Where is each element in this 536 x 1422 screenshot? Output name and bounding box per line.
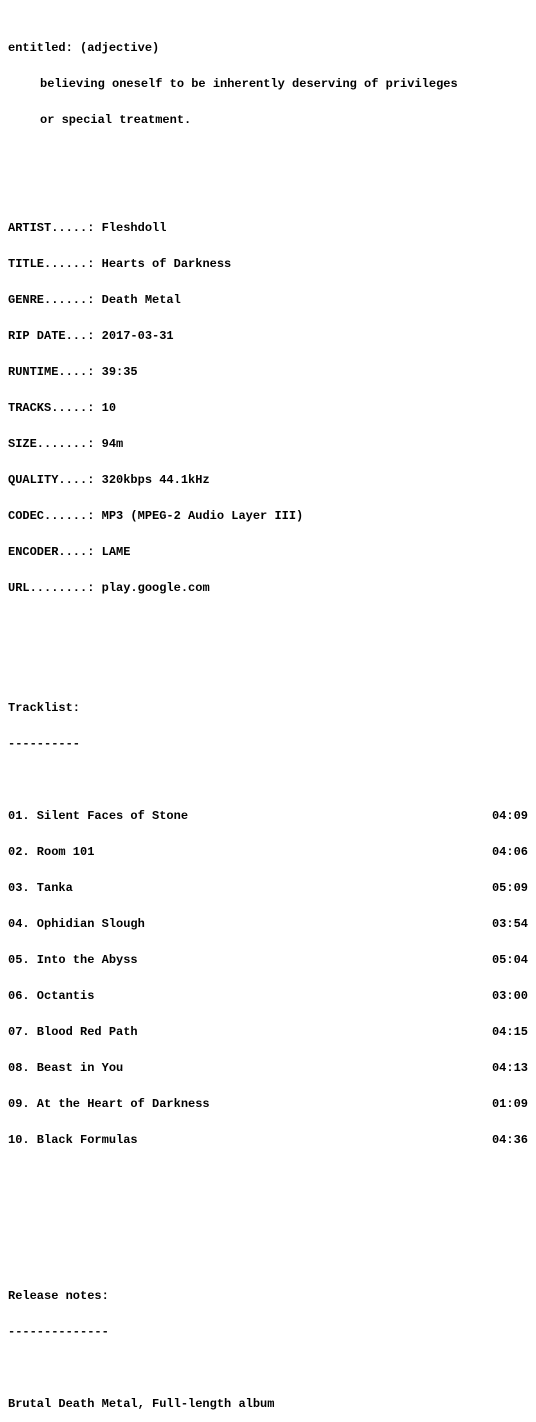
- info-key: SIZE.......:: [8, 437, 102, 451]
- release-notes-underline: --------------: [8, 1325, 109, 1339]
- info-title: [8, 258, 528, 270]
- release-notes-text: Brutal Death Metal, Full-length album: [8, 1397, 275, 1411]
- tracklist: [8, 786, 528, 1170]
- info-key: QUALITY....:: [8, 473, 102, 487]
- track-duration: 04:09: [491, 809, 528, 823]
- track-label: 01. Silent Faces of Stone: [8, 809, 189, 823]
- spacer: [8, 150, 528, 162]
- info-value: MP3 (MPEG-2 Audio Layer III): [101, 509, 304, 523]
- tracklist-underline: ----------: [8, 737, 81, 751]
- info-key: GENRE......:: [8, 293, 102, 307]
- track-row: [8, 1026, 528, 1038]
- info-value: play.google.com: [101, 581, 210, 595]
- info-artist: [8, 222, 528, 234]
- info-key: ARTIST.....:: [8, 221, 102, 235]
- track-row: [8, 918, 528, 930]
- track-duration: 04:06: [491, 845, 528, 859]
- info-key: RIP DATE...:: [8, 329, 102, 343]
- track-label: 06. Octantis: [8, 989, 95, 1003]
- track-duration: 04:13: [491, 1061, 528, 1075]
- tracklist-heading: Tracklist:: [8, 701, 81, 715]
- info-codec: [8, 510, 528, 522]
- info-quality: [8, 474, 528, 486]
- track-row: [8, 846, 528, 858]
- info-key: TITLE......:: [8, 257, 102, 271]
- nfo-document: [8, 18, 528, 1422]
- info-key: RUNTIME....:: [8, 365, 102, 379]
- track-row: [8, 954, 528, 966]
- spacer: [8, 1242, 528, 1254]
- track-row: [8, 810, 528, 822]
- info-url: [8, 582, 528, 594]
- definition-text-line-1: believing oneself to be inherently deserving of privileges: [40, 77, 458, 91]
- track-label: 07. Blood Red Path: [8, 1025, 138, 1039]
- track-label: 03. Tanka: [8, 881, 73, 895]
- info-runtime: [8, 366, 528, 378]
- track-duration: 01:09: [491, 1097, 528, 1111]
- track-duration: 03:54: [491, 917, 528, 931]
- release-notes-heading: Release notes:: [8, 1289, 109, 1303]
- track-label: 04. Ophidian Slough: [8, 917, 145, 931]
- release-info: [8, 198, 528, 618]
- info-size: [8, 438, 528, 450]
- definition-term: entitled: (adjective): [8, 41, 160, 55]
- track-label: 08. Beast in You: [8, 1061, 124, 1075]
- track-label: 09. At the Heart of Darkness: [8, 1097, 210, 1111]
- spacer: [8, 654, 528, 666]
- info-value: Hearts of Darkness: [101, 257, 232, 271]
- info-encoder: [8, 546, 528, 558]
- track-row: [8, 1134, 528, 1146]
- info-genre: [8, 294, 528, 306]
- info-value: LAME: [101, 545, 131, 559]
- info-value: 39:35: [101, 365, 138, 379]
- track-row: [8, 1062, 528, 1074]
- info-value: 2017-03-31: [101, 329, 174, 343]
- track-row: [8, 1098, 528, 1110]
- info-value: 320kbps 44.1kHz: [101, 473, 210, 487]
- track-duration: 05:09: [491, 881, 528, 895]
- info-key: TRACKS.....:: [8, 401, 102, 415]
- info-key: CODEC......:: [8, 509, 102, 523]
- info-value: 10: [101, 401, 117, 415]
- track-row: [8, 990, 528, 1002]
- track-duration: 04:36: [491, 1133, 528, 1147]
- track-label: 02. Room 101: [8, 845, 95, 859]
- info-tracks: [8, 402, 528, 414]
- info-rip-date: [8, 330, 528, 342]
- track-label: 05. Into the Abyss: [8, 953, 138, 967]
- track-row: [8, 882, 528, 894]
- track-duration: 04:15: [491, 1025, 528, 1039]
- info-value: 94m: [101, 437, 124, 451]
- track-label: 10. Black Formulas: [8, 1133, 138, 1147]
- definition-text-line-2: or special treatment.: [40, 113, 192, 127]
- info-value: Death Metal: [101, 293, 181, 307]
- spacer: [8, 1362, 528, 1374]
- info-key: URL........:: [8, 581, 102, 595]
- track-duration: 03:00: [491, 989, 528, 1003]
- info-value: Fleshdoll: [101, 221, 167, 235]
- info-key: ENCODER....:: [8, 545, 102, 559]
- track-duration: 05:04: [491, 953, 528, 967]
- spacer: [8, 1206, 528, 1218]
